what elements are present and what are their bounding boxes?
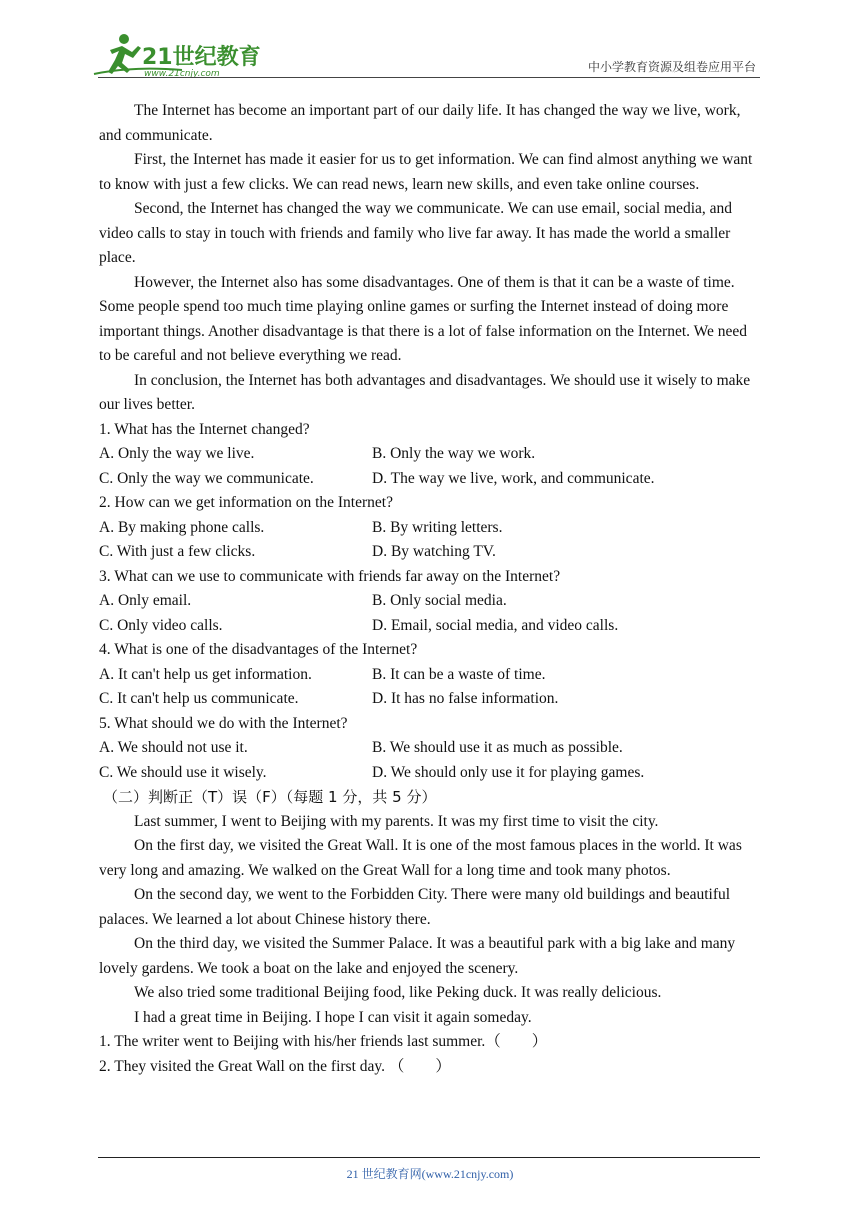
option-d: D. We should only use it for playing games. <box>372 763 645 781</box>
paragraph: Last summer, I went to Beijing with my parents. It was my first time to visit the city. <box>134 812 659 830</box>
paragraph: First, the Internet has made it easier for us to get information. We can find almost anything we want to know with just a few clicks. We can read news, learn new skills, and even take online courses. <box>99 151 753 193</box>
logo-url-text: www.21cnjy.com <box>144 69 220 79</box>
question-item <box>99 565 761 639</box>
option-a: A. It can't help us get information. <box>99 665 312 683</box>
question-list-2 <box>99 1030 761 1079</box>
paragraph: On the first day, we visited the Great Wall. It is one of the most famous places in the world. It was very long and amazing. We walked on the Great Wall for a long time and took many photos. <box>99 837 742 879</box>
option-a: A. By making phone calls. <box>99 518 265 536</box>
option-b: B. Only the way we work. <box>372 445 536 462</box>
reading-passage-2 <box>99 810 761 1031</box>
option-b: B. Only social media. <box>372 592 507 609</box>
paragraph: I had a great time in Beijing. I hope I can visit it again someday. <box>134 1008 532 1026</box>
footer-text: 21 世纪教育网(www.21cnjy.com) <box>346 1167 514 1181</box>
question-item <box>99 491 761 565</box>
footer-divider <box>98 1157 760 1158</box>
page-header <box>0 0 860 86</box>
option-d: D. It has no false information. <box>372 690 559 707</box>
option-b: B. By writing letters. <box>372 518 503 536</box>
document-body <box>99 99 761 1079</box>
paragraph: Second, the Internet has changed the way we communicate. We can use email, social media, and video calls to stay in touch with friends and family who live far away. It has made the world a smaller place. <box>99 200 733 266</box>
option-d: D. Email, social media, and video calls. <box>372 616 619 634</box>
option-c: C. Only video calls. <box>99 616 223 634</box>
paragraph: In conclusion, the Internet has both advantages and disadvantages. We should use it wisely to make our lives better. <box>99 371 751 413</box>
question-item <box>99 712 761 786</box>
paragraph: On the second day, we went to the Forbidden City. There were many old buildings and beautiful palaces. We learned a lot about Chinese history there. <box>99 886 731 928</box>
option-d: D. By watching TV. <box>372 543 496 560</box>
question-text: 1. What has the Internet changed? <box>99 420 310 438</box>
option-c: C. It can't help us communicate. <box>99 690 299 707</box>
logo-main-text: 21世纪教育 <box>142 45 261 70</box>
paragraph: We also tried some traditional Beijing food, like Peking duck. It was really delicious. <box>134 984 662 1001</box>
option-c: C. Only the way we communicate. <box>99 469 314 487</box>
option-b: B. It can be a waste of time. <box>372 665 546 683</box>
paragraph: However, the Internet also has some disadvantages. One of them is that it can be a waste of time. Some people spend too much time playing online games or surfing the Internet instead of doing more important things. Another disadvantage is that there is a lot of false information on the Internet. We need to be careful and not believe everything we read. <box>99 273 748 364</box>
question-text: 3. What can we use to communicate with friends far away on the Internet? <box>99 567 561 585</box>
option-a: A. Only the way we live. <box>99 445 255 462</box>
paragraph: On the third day, we visited the Summer Palace. It was a beautiful park with a big lake and many lovely gardens. We took a boat on the lake and enjoyed the scenery. <box>99 935 736 977</box>
section-2-title: （二）判断正（T）误（F）（每题 1 分，共 5 分） <box>103 788 437 806</box>
question-text: 2. How can we get information on the Internet? <box>99 494 393 511</box>
option-b: B. We should use it as much as possible. <box>372 739 623 756</box>
paragraph: The Internet has become an important part of our daily life. It has changed the way we live, work, and communicate. <box>99 102 741 144</box>
true-false-question: 2. They visited the Great Wall on the first day. （ ） <box>99 1057 451 1075</box>
option-d: D. The way we live, work, and communicate. <box>372 469 655 487</box>
question-list-1 <box>99 418 761 786</box>
header-divider <box>98 77 760 78</box>
logo <box>92 30 267 80</box>
reading-passage-1 <box>99 99 761 418</box>
option-c: C. We should use it wisely. <box>99 763 267 781</box>
option-a: A. Only email. <box>99 592 192 609</box>
question-item <box>99 418 761 492</box>
question-text: 4. What is one of the disadvantages of the Internet? <box>99 641 418 658</box>
question-text: 5. What should we do with the Internet? <box>99 714 348 732</box>
platform-name: 中小学教育资源及组卷应用平台 <box>587 60 756 74</box>
option-a: A. We should not use it. <box>99 739 248 756</box>
question-item <box>99 638 761 712</box>
option-c: C. With just a few clicks. <box>99 543 256 560</box>
true-false-question: 1. The writer went to Beijing with his/her friends last summer.（ ） <box>99 1033 548 1050</box>
